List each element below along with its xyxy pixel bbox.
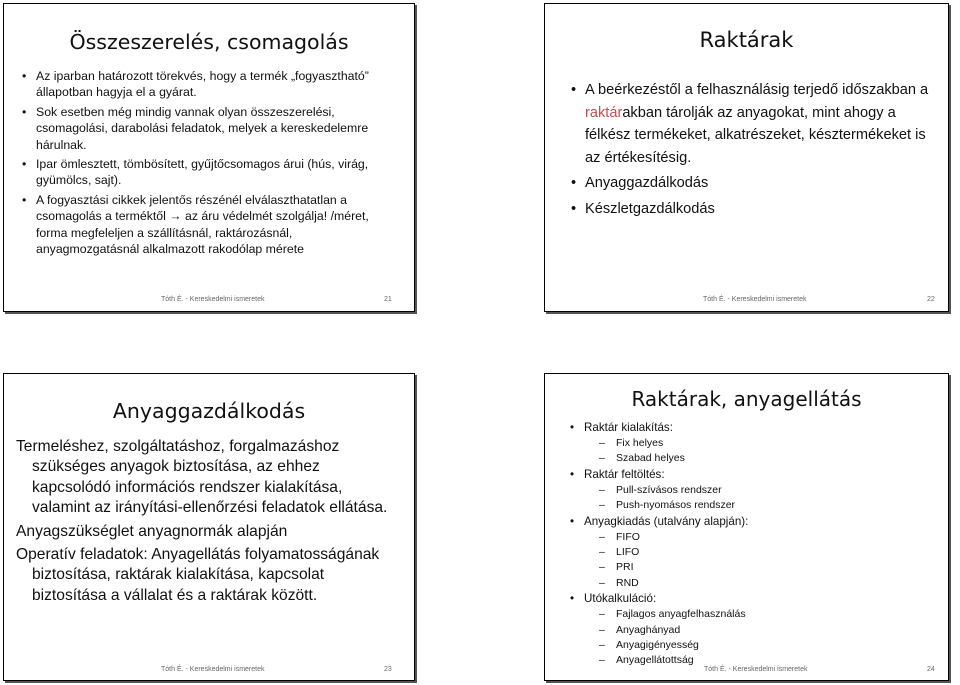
slide-title: Raktárak, anyagellátás [631,387,862,411]
slide-footer: Tóth É. - Kereskedelmi ismeretek [704,666,808,673]
slide-21 [3,3,415,312]
bullet-list [36,68,398,257]
slide-footer: Tóth É. - Kereskedelmi ismeretek [703,296,807,303]
bullet-item [584,420,934,467]
bullet-item: • Sok esetben még mindig vannak olyan összeszerelési, csomagolási, darabolási feladatok, melyek a kereskedelemre hárulnak. [36,104,398,153]
bullet-item: • Készletgazdálkodás [585,198,935,221]
bullet-item: • Ipar ömlesztett, tömbösített, gyűjtőcsomagos árui (hús, virág, gyümölcs, sajt). [36,156,398,189]
sub-item: – Push-nyomásos rendszer [584,498,934,513]
sub-list [584,483,934,514]
slide-23 [3,373,415,681]
slide-title: Összeszerelés, csomagolás [69,30,349,54]
slide-22 [544,3,949,312]
bullet-item: • Az iparban határozott törekvés, hogy a termék „fogyasztható” állapotban hagyja el a gyárat. [36,68,398,101]
sub-item: – Anyagellátottság [584,653,934,668]
slide-footer: Tóth É. - Kereskedelmi ismeretek [161,296,265,303]
bullet-item [584,591,934,669]
paragraph: Anyagszükséglet anyagnormák alapján [16,522,288,540]
slide-title: Raktárak [699,28,794,52]
sub-list [584,530,934,592]
sub-item: – Pull-szívásos rendszer [584,483,934,498]
group-label: Utókalkuláció: [584,592,657,606]
slide-body [16,437,396,606]
sub-item: – PRI [584,560,934,575]
bullet-item [584,514,934,592]
bullet-list [584,420,934,669]
sub-item: – FIFO [584,530,934,545]
page-number: 22 [927,296,935,303]
sub-item: – Fajlagos anyagfelhasználás [584,607,934,622]
group-label: Anyagkiadás (utalvány alapján): [584,514,749,528]
sub-item: – LIFO [584,545,934,560]
group-label: Raktár feltöltés: [584,467,665,481]
bullet-list [585,79,935,220]
bullet-item: • A fogyasztási cikkek jelentős részénél elválaszthatatlan a csomagolás a terméktől → az áru védelmét szolgálja! /méret, forma megfeleljen a szállításnál, raktározásnál, anyagmozgatásnál alkalmazott rakodólap mérete [36,192,398,258]
page-number: 24 [927,666,935,673]
page-number: 23 [384,666,392,673]
slide-24 [544,373,949,681]
group-label: Raktár kialakítás: [584,421,673,434]
paragraph: Operatív feladatok: Anyagellátás folyamatosságának biztosítása, raktárak kialakítása, kapcsolat biztosítása a vállalat és a raktárak között. [16,546,380,604]
sub-item: – RND [584,576,934,591]
sub-list [584,436,934,467]
bullet-item: • A beérkezéstől a felhasználásig terjedő időszakban a raktárakban tárolják az anyagokat, mint ahogy a félkész termékeket, alkatrészeket, késztermékeket is az értékesítésig. [585,79,935,169]
highlighted-word: raktár [585,104,623,121]
bullet-item: • Anyaggazdálkodás [585,172,935,195]
sub-item: – Anyaghányad [584,623,934,638]
sub-list [584,607,934,669]
slide-title: Anyaggazdálkodás [112,399,306,423]
sub-item: – Anyagigényesség [584,638,934,653]
page-number: 21 [384,296,392,303]
bullet-item [584,467,934,514]
slide-footer: Tóth É. - Kereskedelmi ismeretek [161,666,265,673]
sub-item: – Fix helyes [584,436,934,451]
paragraph: Termeléshez, szolgáltatáshoz, forgalmazáshoz szükséges anyagok biztosítása, az ehhez kapcsolódó információs rendszer kialakítása, valamint az irányítási-ellenőrzési feladatok ellátása. [16,438,388,517]
sub-item: – Szabad helyes [584,451,934,466]
